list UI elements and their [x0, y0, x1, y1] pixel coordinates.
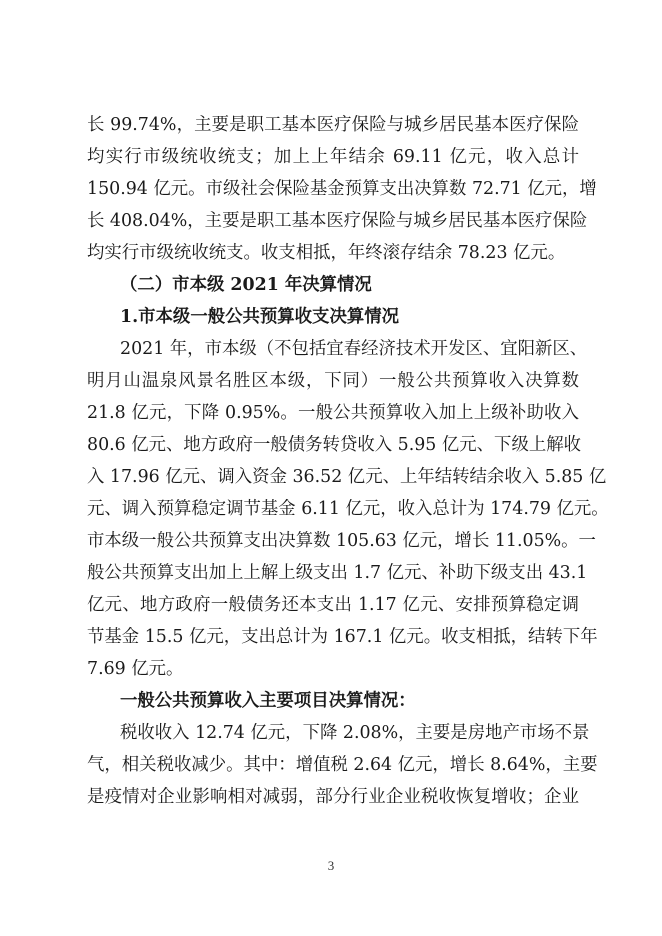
page-number: 3 [327, 858, 335, 873]
paragraph-line: 般公共预算支出加上上解上级支出 1.7 亿元、补助下级支出 43.1 [87, 563, 588, 583]
paragraph-line: 长 408.04%，主要是职工基本医疗保险与城乡居民基本医疗保险 [87, 211, 588, 231]
paragraph-line: 明月山温泉风景名胜区本级，下同）一般公共预算收入决算数 [87, 371, 579, 391]
paragraph-line: 气，相关税收减少。其中：增值税 2.64 亿元，增长 8.64%，主要 [87, 755, 598, 775]
subsection-heading: 1.市本级一般公共预算收支决算情况 [120, 307, 400, 327]
paragraph-line: 均实行市级统收统支；加上上年结余 69.11 亿元，收入总计 [87, 147, 579, 167]
section-heading: （二）市本级 2021 年决算情况 [120, 275, 372, 295]
paragraph-line: 2021 年，市本级（不包括宜春经济技术开发区、宜阳新区、 [120, 339, 588, 359]
paragraph-line: 150.94 亿元。市级社会保险基金预算支出决算数 72.71 亿元，增 [87, 179, 597, 199]
paragraph-line: 市本级一般公共预算支出决算数 105.63 亿元，增长 11.05%。一 [87, 531, 596, 551]
paragraph-line: 税收收入 12.74 亿元，下降 2.08%，主要是房地产市场不景 [120, 723, 590, 743]
paragraph-line: 80.6 亿元、地方政府一般债务转贷收入 5.95 亿元、下级上解收 [87, 435, 582, 455]
paragraph-line: 7.69 亿元。 [87, 659, 184, 679]
paragraph-line: 21.8 亿元，下降 0.95%。一般公共预算收入加上上级补助收入 [87, 403, 579, 423]
paragraph-line: 入 17.96 亿元、调入资金 36.52 亿元、上年结转结余收入 5.85 亿 [87, 467, 607, 487]
paragraph-line: 长 99.74%，主要是职工基本医疗保险与城乡居民基本医疗保险 [87, 115, 579, 135]
paragraph-line: 是疫情对企业影响相对减弱，部分行业企业税收恢复增收；企业 [87, 787, 579, 807]
paragraph-line: 元、调入预算稳定调节基金 6.11 亿元，收入总计为 174.79 亿元。 [87, 499, 609, 519]
paragraph-line: 亿元、地方政府一般债务还本支出 1.17 亿元、安排预算稳定调 [87, 595, 579, 615]
paragraph-line: 节基金 15.5 亿元，支出总计为 167.1 亿元。收支相抵，结转下年 [87, 627, 598, 647]
bold-subheading: 一般公共预算收入主要项目决算情况： [120, 691, 416, 711]
paragraph-line: 均实行市级统收统支。收支相抵，年终滚存结余 78.23 亿元。 [87, 243, 566, 263]
